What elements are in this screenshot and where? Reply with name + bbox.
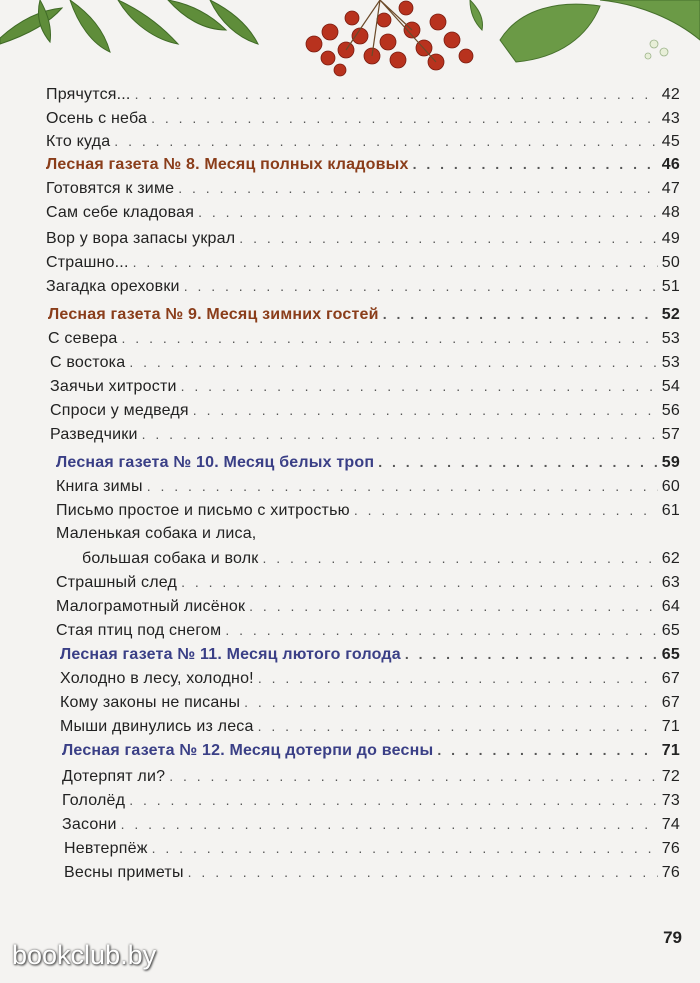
dot-leader: [133, 252, 658, 272]
toc-entry: [56, 620, 680, 641]
toc-entry: [46, 202, 680, 223]
toc-entry: [46, 276, 680, 297]
toc-entry-title: Весны приметы: [64, 864, 184, 881]
toc-entry-title: Гололёд: [62, 792, 126, 809]
toc-section-heading: [46, 154, 680, 175]
toc-entry: [60, 692, 680, 713]
dot-leader: [244, 692, 658, 712]
toc-entry-title: Лесная газета № 8. Месяц полных кладовых: [46, 156, 409, 173]
toc-section-heading: [56, 452, 680, 473]
dot-leader: [151, 108, 658, 128]
toc-entry: [60, 716, 680, 737]
dot-leader: [258, 668, 658, 688]
toc-page-number: 54: [661, 378, 680, 395]
dot-leader: [169, 766, 658, 786]
toc-entry: [46, 178, 680, 199]
toc-entry: [64, 862, 680, 883]
dot-leader: [129, 790, 658, 810]
watermark: bookclub.by: [12, 940, 157, 970]
toc-entry: [82, 548, 680, 569]
toc-entry-title: большая собака и волк: [82, 550, 259, 567]
toc-entry-title: Заячьи хитрости: [50, 378, 177, 395]
toc-entry: [60, 668, 680, 689]
toc-entry-title: Стая птиц под снегом: [56, 622, 222, 639]
toc-page-number: 59: [661, 454, 680, 471]
toc-page-number: 62: [661, 550, 680, 567]
toc-page-number: 51: [661, 278, 680, 295]
dot-leader: [147, 476, 658, 496]
toc-entry-title: Лесная газета № 9. Месяц зимних гостей: [48, 306, 379, 323]
toc-entry-title: Страшно...: [46, 254, 129, 271]
toc-section-heading: [48, 304, 680, 325]
page-number: 79: [663, 928, 682, 947]
dot-leader: [262, 548, 657, 568]
toc-entry: [62, 766, 680, 787]
toc-page-number: 47: [661, 180, 680, 197]
toc-entry-title: Малограмотный лисёнок: [56, 598, 246, 615]
dot-leader: [184, 276, 658, 296]
toc-page-number: 53: [661, 330, 680, 347]
dot-leader: [193, 400, 658, 420]
toc-page-number: 63: [661, 574, 680, 591]
dot-leader: [135, 84, 658, 104]
toc-entry-title: Кому законы не писаны: [60, 694, 241, 711]
toc-entry: [56, 596, 680, 617]
toc-entry-title: Лесная газета № 10. Месяц белых троп: [56, 454, 375, 471]
toc-entry-title: Дотерпят ли?: [62, 768, 166, 785]
toc-page-number: 64: [661, 598, 680, 615]
toc-page-number: 65: [661, 646, 680, 663]
toc-entry-title: Книга зимы: [56, 478, 143, 495]
toc-page-number: 43: [661, 110, 680, 127]
dot-leader: [198, 202, 658, 222]
toc-entry-title: Готовятся к зиме: [46, 180, 175, 197]
toc-page-number: 65: [661, 622, 680, 639]
toc-entry-title: Загадка ореховки: [46, 278, 180, 295]
toc-page-number: 49: [661, 230, 680, 247]
toc-entry: [46, 108, 680, 129]
dot-leader: [181, 376, 658, 396]
dot-leader: [122, 328, 658, 348]
toc-entry: [50, 400, 680, 421]
toc-page-number: 67: [661, 694, 680, 711]
dot-leader: [181, 572, 658, 592]
dot-leader: [258, 716, 658, 736]
dot-leader: [354, 500, 658, 520]
toc-section-heading: [60, 644, 680, 665]
dot-leader: [378, 452, 658, 472]
toc-entry-title: Засони: [62, 816, 117, 833]
toc-entry-title: С севера: [48, 330, 118, 347]
toc-entry: [46, 131, 680, 152]
dot-leader: [225, 620, 657, 640]
toc-entry: [46, 84, 680, 105]
toc-entry: [46, 228, 680, 249]
toc-entry: [56, 500, 680, 521]
toc-entry: [56, 572, 680, 593]
toc-entry-title: Невтерпёж: [64, 840, 148, 857]
toc-page-number: 46: [661, 156, 680, 173]
toc-entry: [50, 424, 680, 445]
toc-entry: [56, 476, 680, 497]
toc-entry-title: Мыши двинулись из леса: [60, 718, 254, 735]
dot-leader: [152, 838, 658, 858]
toc-entry: [64, 838, 680, 859]
dot-leader: [129, 352, 657, 372]
toc-page-number: 61: [661, 502, 680, 519]
dot-leader: [383, 304, 658, 324]
toc-entry-title: Спроси у медведя: [50, 402, 189, 419]
toc-entry-title: Лесная газета № 11. Месяц лютого голода: [60, 646, 401, 663]
toc-page-number: 72: [661, 768, 680, 785]
toc-page-number: 71: [661, 742, 680, 759]
toc-page-number: 76: [661, 864, 680, 881]
toc-entry-title: Сам себе кладовая: [46, 204, 195, 221]
toc-page-number: 71: [661, 718, 680, 735]
toc-page-number: 76: [661, 840, 680, 857]
toc-entry: [46, 252, 680, 273]
toc-entry: [62, 814, 680, 835]
toc-entry: [50, 352, 680, 373]
toc-page-number: 48: [661, 204, 680, 221]
toc-page-number: 74: [661, 816, 680, 833]
toc-entry: [56, 524, 680, 544]
dot-leader: [188, 862, 658, 882]
dot-leader: [114, 131, 658, 151]
toc-entry-title: Маленькая собака и лиса,: [56, 525, 257, 542]
toc-entry: [62, 790, 680, 811]
dot-leader: [142, 424, 658, 444]
dot-leader: [437, 740, 657, 760]
toc-entry-title: Холодно в лесу, холодно!: [60, 670, 254, 687]
toc-entry-title: Кто куда: [46, 133, 111, 150]
toc-page-number: 42: [661, 86, 680, 103]
toc-entry-title: Осень с неба: [46, 110, 148, 127]
dot-leader: [121, 814, 658, 834]
toc-page-number: 56: [661, 402, 680, 419]
toc-entry-title: Прячутся...: [46, 86, 131, 103]
toc-entry-title: Лесная газета № 12. Месяц дотерпи до весны: [62, 742, 434, 759]
toc-page-number: 50: [661, 254, 680, 271]
toc-section-heading: [62, 740, 680, 761]
toc-entry: [50, 376, 680, 397]
toc-entry: [48, 328, 680, 349]
dot-leader: [249, 596, 658, 616]
toc-entry-title: Письмо простое и письмо с хитростью: [56, 502, 350, 519]
toc-page-number: 52: [661, 306, 680, 323]
toc-entry-title: Разведчики: [50, 426, 138, 443]
dot-leader: [413, 154, 658, 174]
toc-entry-title: Вор у вора запасы украл: [46, 230, 236, 247]
toc-page-number: 60: [661, 478, 680, 495]
toc-page-number: 67: [661, 670, 680, 687]
dot-leader: [405, 644, 658, 664]
toc-entry-title: Страшный след: [56, 574, 178, 591]
toc-entry-title: С востока: [50, 354, 126, 371]
toc-page-number: 57: [661, 426, 680, 443]
dot-leader: [239, 228, 658, 248]
dot-leader: [178, 178, 658, 198]
toc-page-number: 53: [661, 354, 680, 371]
toc-page-number: 45: [661, 133, 680, 150]
toc-page-number: 73: [661, 792, 680, 809]
